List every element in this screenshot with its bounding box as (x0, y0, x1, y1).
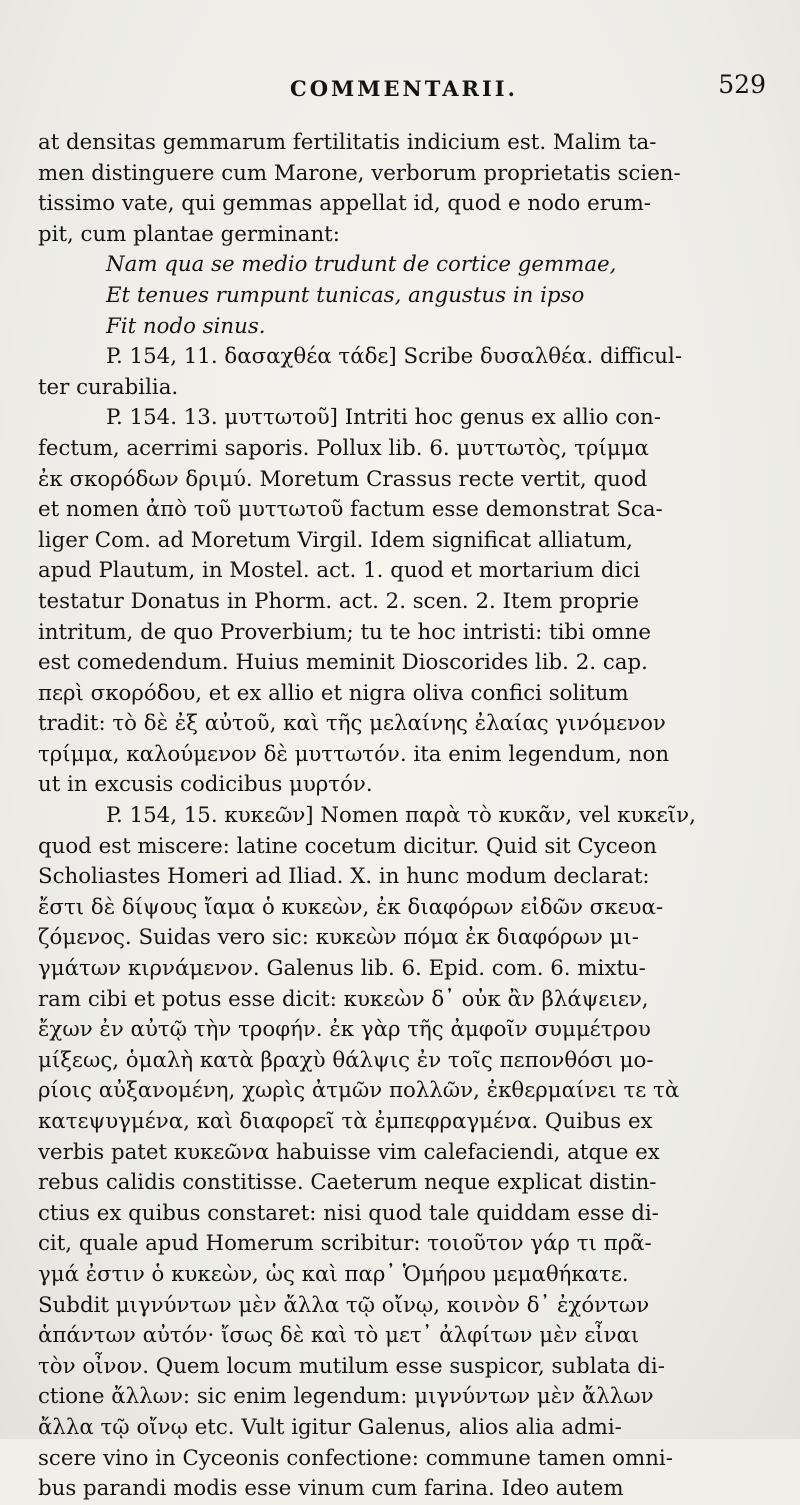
text-line: P. 154. 13. μυττωτοῦ] Intriti hoc genus ex allio con- (106, 405, 661, 431)
text-line: verbis patet κυκεῶνα habuisse vim calefaciendi, atque ex (38, 1139, 660, 1165)
text-line: quod est miscere: latine cocetum dicitur. Quid sit Cyceon (38, 833, 657, 859)
commentary-text (38, 128, 770, 1505)
text-line: Scholiastes Homeri ad Iliad. X. in hunc modum declarat: (38, 864, 650, 890)
text-line: τὸν οἶνον. Quem locum mutilum esse suspicor, sublata di- (38, 1353, 665, 1379)
text-line: ἄλλα τῷ οἴνῳ etc. Vult igitur Galenus, alios alia admi- (38, 1414, 622, 1440)
text-line: scere vino in Cyceonis confectione: commune tamen omni- (38, 1445, 673, 1471)
page-number: 529 (718, 70, 766, 99)
text-line: ctius ex quibus constaret: nisi quod tale quiddam esse di- (38, 1200, 659, 1226)
text-line: μίξεως, ὁμαλὴ κατὰ βραχὺ θάλψις ἐν τοῖς πεπονθόσι μο- (38, 1047, 654, 1073)
text-line: at densitas gemmarum fertilitatis indicium est. Malim ta- (38, 130, 657, 155)
text-line: P. 154, 11. δασαχθέα τάδε] Scribe δυσαλθέα. difficul- (106, 344, 683, 370)
text-line: men distinguere cum Marone, verborum proprietatis scien- (38, 160, 681, 186)
text-line: apud Plautum, in Mostel. act. 1. quod et mortarium dici (38, 558, 641, 584)
text-line: ἐκ σκορόδων δριμύ. Moretum Crassus recte vertit, quod (38, 466, 648, 492)
text-line: intritum, de quo Proverbium; tu te hoc intristi: tibi omne (38, 619, 651, 645)
text-line: tissimo vate, qui gemmas appellat id, quod e nodo erum- (38, 191, 652, 217)
text-line: testatur Donatus in Phorm. act. 2. scen. 2. Item proprie (38, 588, 639, 614)
text-line: et nomen ἀπὸ τοῦ μυττωτοῦ factum esse demonstrat Sca- (38, 497, 663, 523)
text-line: cit, quale apud Homerum scribitur: τοιοῦτον γάρ τι πρᾶ- (38, 1231, 652, 1257)
text-line: est comedendum. Huius meminit Dioscorides lib. 2. cap. (38, 650, 648, 676)
text-line: περὶ σκορόδου, et ex allio et nigra oliva confici solitum (38, 680, 629, 706)
text-line: liger Com. ad Moretum Virgil. Idem significat alliatum, (38, 527, 633, 553)
text-line: τρίμμα, καλούμενον δὲ μυττωτόν. ita enim legendum, non (38, 741, 670, 767)
text-line: bus parandi modis esse vinum cum farina. Ideo autem (38, 1476, 624, 1502)
verse-line: Fit nodo sinus. (106, 313, 266, 339)
text-line: γμάτων κιρνάμενον. Galenus lib. 6. Epid. com. 6. mixtu- (38, 956, 646, 982)
text-line: ctione ἄλλων: sic enim legendum: μιγνύντων μὲν ἄλλων (38, 1384, 654, 1410)
text-line: ter curabilia. (38, 374, 179, 400)
text-line: tradit: τὸ δὲ ἐξ αὐτοῦ, καὶ τῆς μελαίνης ἐλαίας γινόμενον (38, 711, 666, 737)
running-head: COMMENTARII. (290, 76, 518, 101)
verse-line: Et tenues rumpunt tunicas, angustus in ipso (106, 282, 585, 308)
text-line: Subdit μιγνύντων μὲν ἄλλα τῷ οἴνῳ, κοινὸν δ᾽ ἐχόντων (38, 1292, 650, 1318)
text-line: rebus calidis constitisse. Caeterum neque explicat distin- (38, 1170, 657, 1196)
text-line: ἁπάντων αὐτόν· ἴσως δὲ καὶ τὸ μετ᾽ ἀλφίτων μὲν εἶναι (38, 1323, 640, 1349)
text-line: fectum, acerrimi saporis. Pollux lib. 6. μυττωτὸς, τρίμμα (38, 435, 649, 461)
verse-line: Nam qua se medio trudunt de cortice gemmae, (106, 252, 617, 278)
text-line: ram cibi et potus esse dicit: κυκεὼν δ᾽ οὐκ ἂν βλάψειεν, (38, 986, 649, 1012)
page-header (38, 68, 770, 108)
text-line: pit, cum plantae germinant: (38, 221, 340, 247)
text-line: ἔχων ἐν αὐτῷ τὴν τροφήν. ἐκ γὰρ τῆς ἀμφοῖν συμμέτρου (38, 1017, 651, 1043)
text-line: γμά ἐστιν ὁ κυκεὼν, ὡς καὶ παρ᾽ Ὁμήρου μεμαθήκατε. (38, 1261, 629, 1287)
text-line: ἔστι δὲ δίψους ἴαμα ὁ κυκεὼν, ἐκ διαφόρων εἰδῶν σκευα- (38, 894, 664, 920)
text-line: P. 154, 15. κυκεῶν] Nomen παρὰ τὸ κυκᾶν, vel κυκεῖν, (106, 803, 696, 829)
text-line: ρίοις αὐξανομένη, χωρὶς ἀτμῶν πολλῶν, ἐκθερμαίνει τε τὰ (38, 1078, 680, 1104)
text-line: ζόμενος. Suidas vero sic: κυκεὼν πόμα ἐκ διαφόρων μι- (38, 925, 639, 951)
text-line: κατεψυγμένα, καὶ διαφορεῖ τὰ ἐμπεφραγμένα. Quibus ex (38, 1109, 653, 1134)
text-line: ut in excusis codicibus μυρτόν. (38, 772, 373, 798)
